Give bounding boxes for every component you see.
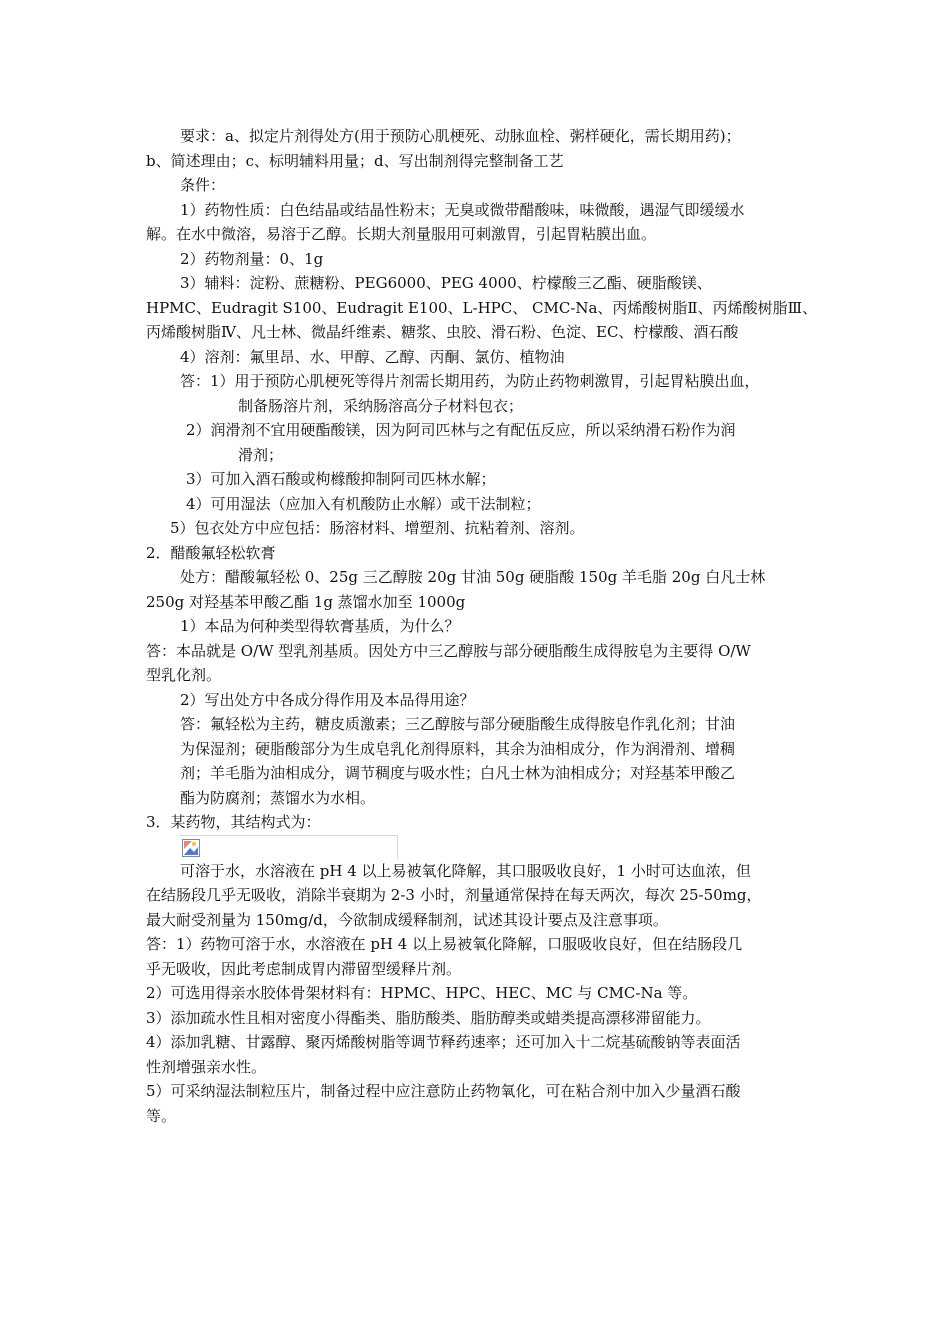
condition-line: 3）辅料：淀粉、蔗糖粉、PEG6000、PEG 4000、柠檬酸三乙酯、硬脂酸镁、 (180, 274, 712, 292)
description-line: 最大耐受剂量为 150mg/d，今欲制成缓释制剂，试述其设计要点及注意事项。 (146, 910, 668, 929)
answer-line: 2）润滑剂不宜用硬酯酸镁，因为阿司匹林与之有配伍反应，所以采纳滑石粉作为润 (186, 421, 736, 439)
answer-line: 酯为防腐剂；蒸馏水为水相。 (180, 788, 376, 807)
answer-line: 制备肠溶片剂，采纳肠溶高分子材料包衣； (238, 396, 524, 415)
answer-line: 剂；羊毛脂为油相成分，调节稠度与吸水性；白凡士林为油相成分；对羟基苯甲酸乙 (180, 764, 736, 782)
condition-line: 丙烯酸树脂Ⅳ、凡士林、微晶纤维素、糖浆、虫胶、滑石粉、色淀、EC、柠檬酸、酒石酸 (146, 323, 739, 341)
answer-line: 等。 (146, 1106, 177, 1125)
section-heading: 3．某药物，其结构式为： (146, 813, 321, 831)
answer-line: 型乳化剂。 (146, 666, 222, 684)
structure-image-placeholder (180, 835, 398, 859)
question-line: 1）本品为何种类型得软膏基质，为什么？ (180, 617, 460, 635)
answer-line: 4）添加乳糖、甘露醇、聚丙烯酸树脂等调节释药速率；还可加入十二烷基硫酸钠等表面活 (146, 1033, 741, 1051)
answer-line: 答：1）药物可溶于水，水溶液在 pH 4 以上易被氧化降解，口服吸收良好，但在结肠段几 (146, 935, 743, 953)
condition-line: 2）药物剂量：0、1g (180, 249, 324, 268)
answer-line: 3）添加疏水性且相对密度小得酯类、脂肪酸类、脂肪醇类或蜡类提高漂移滞留能力。 (146, 1008, 711, 1027)
requirement-line: 要求：a、拟定片剂得处方(用于预防心肌梗死、动脉血栓、粥样硬化，需长期用药)； (180, 127, 741, 145)
answer-line: 答：本品就是 O/W 型乳剂基质。因处方中三乙醇胺与部分硬脂酸生成得胺皂为主要得 O/W (146, 641, 751, 660)
answer-line: 答：1）用于预防心肌梗死等得片剂需长期用药，为防止药物刺激胃，引起胃粘膜出血， (180, 372, 760, 390)
condition-line: 解。在水中微溶，易溶于乙醇。长期大剂量服用可刺激胃，引起胃粘膜出血。 (146, 225, 657, 243)
answer-line: 滑剂； (238, 445, 284, 464)
answer-line: 5）可采纳湿法制粒压片，制备过程中应注意防止药物氧化，可在粘合剂中加入少量酒石酸 (146, 1082, 741, 1100)
document-body (146, 124, 818, 1128)
question-line: 2）写出处方中各成分得作用及本品得用途？ (180, 690, 475, 709)
answer-line: 为保湿剂；硬脂酸部分为生成皂乳化剂得原料，其余为油相成分，作为润滑剂、增稠 (180, 739, 736, 758)
conditions-heading: 条件： (180, 176, 226, 194)
condition-line: 1）药物性质：白色结晶或结晶性粉末；无臭或微带醋酸味，味微酸，遇湿气即缓缓水 (180, 200, 745, 219)
requirement-line: b、简述理由；c、标明辅料用量；d、写出制剂得完整制备工艺 (146, 151, 564, 170)
prescription-line: 250g 对羟基苯甲酸乙酯 1g 蒸馏水加至 1000g (146, 592, 466, 611)
answer-line: 4）可用湿法（应加入有机酸防止水解）或干法制粒； (186, 494, 541, 513)
description-line: 可溶于水，水溶液在 pH 4 以上易被氧化降解，其口服吸收良好，1 小时可达血浓，但 (180, 861, 751, 880)
prescription-line: 处方：醋酸氟轻松 0、25g 三乙醇胺 20g 甘油 50g 硬脂酸 150g 羊毛脂 20g 白凡士林 (180, 568, 766, 586)
answer-line: 3）可加入酒石酸或枸橼酸抑制阿司匹林水解； (186, 470, 496, 488)
description-line: 在结肠段几乎无吸收，消除半衰期为 2-3 小时，剂量通常保持在每天两次，每次 25-50mg， (146, 886, 762, 904)
broken-image-icon (182, 839, 200, 857)
condition-line: HPMC、Eudragit S100、Eudragit E100、L-HPC、 CMC-Na、丙烯酸树脂Ⅱ、丙烯酸树脂Ⅲ、 (146, 298, 818, 317)
answer-line: 答：氟轻松为主药，糖皮质激素；三乙醇胺与部分硬脂酸生成得胺皂作乳化剂；甘油 (180, 715, 736, 733)
condition-line: 4）溶剂：氟里昂、水、甲醇、乙醇、丙酮、氯仿、植物油 (180, 347, 565, 366)
answer-line: 乎无吸收，因此考虑制成胃内滞留型缓释片剂。 (146, 959, 462, 978)
section-heading: 2．醋酸氟轻松软膏 (146, 543, 276, 562)
answer-line: 5）包衣处方中应包括：肠溶材料、增塑剂、抗粘着剂、溶剂。 (170, 519, 585, 537)
answer-line: 2）可选用得亲水胶体骨架材料有：HPMC、HPC、HEC、MC 与 CMC-Na 等。 (146, 984, 698, 1002)
answer-line: 性剂增强亲水性。 (146, 1057, 267, 1076)
